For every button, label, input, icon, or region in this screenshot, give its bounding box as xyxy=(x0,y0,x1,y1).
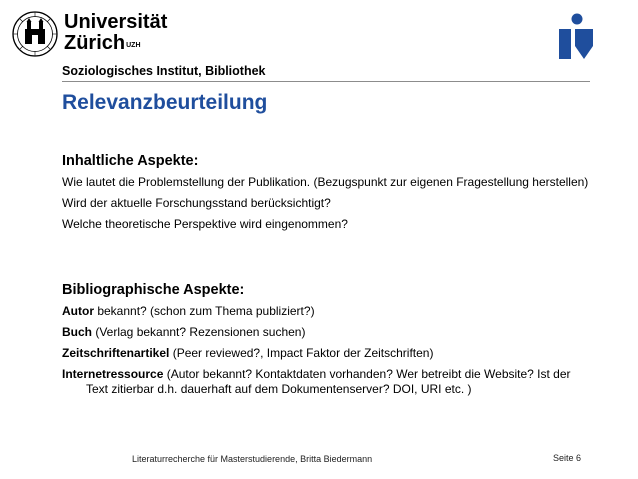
list-item: Wie lautet die Problemstellung der Publikation. (Bezugspunkt zur eigenen Fragestellung herstellen) xyxy=(62,175,589,189)
list-item xyxy=(62,367,592,397)
item-term: Autor xyxy=(62,304,94,318)
content-aspects-section xyxy=(62,153,592,238)
list-item: Welche theoretische Perspektive wird eingenommen? xyxy=(62,217,348,231)
university-seal-icon xyxy=(12,9,58,59)
page-number: Seite 6 xyxy=(553,453,582,463)
header-divider xyxy=(62,81,590,82)
university-name xyxy=(64,12,167,54)
institute-subtitle: Soziologisches Institut, Bibliothek xyxy=(62,64,266,78)
item-text: (Verlag bekannt? Rezensionen suchen) xyxy=(92,325,306,339)
library-logo-icon xyxy=(551,12,597,62)
item-term: Buch xyxy=(62,325,92,339)
university-name-line1: Universität xyxy=(64,11,168,33)
slide-title: Relevanzbeurteilung xyxy=(62,91,268,114)
university-name-line2: Zürich$^{UZH}$ xyxy=(64,32,141,54)
item-term: Internetressource xyxy=(62,367,164,381)
list-item xyxy=(62,346,592,361)
list-item xyxy=(62,304,592,319)
item-text: (Peer reviewed?, Impact Faktor der Zeitschriften) xyxy=(169,346,434,360)
footer-text: Literaturrecherche für Masterstudierende, Britta Biedermann xyxy=(132,454,373,464)
list-item: Wird der aktuelle Forschungsstand berücksichtigt? xyxy=(62,196,331,210)
uzh-mark: UZH xyxy=(126,42,141,49)
item-text: bekannt? (schon zum Thema publiziert?) xyxy=(94,304,315,318)
item-text: (Autor bekannt? Kontaktdaten vorhanden? Wer betreibt die Website? Ist der Text zitierbar d.h. dauerhaft auf dem Dokumentenserver? DOI, URI etc. ) xyxy=(86,367,571,396)
item-term: Zeitschriftenartikel xyxy=(62,346,170,360)
section-heading: Bibliographische Aspekte: xyxy=(62,282,245,298)
bibliographic-aspects-section xyxy=(62,282,592,403)
section-heading: Inhaltliche Aspekte: xyxy=(62,153,199,169)
list-item xyxy=(62,325,592,340)
